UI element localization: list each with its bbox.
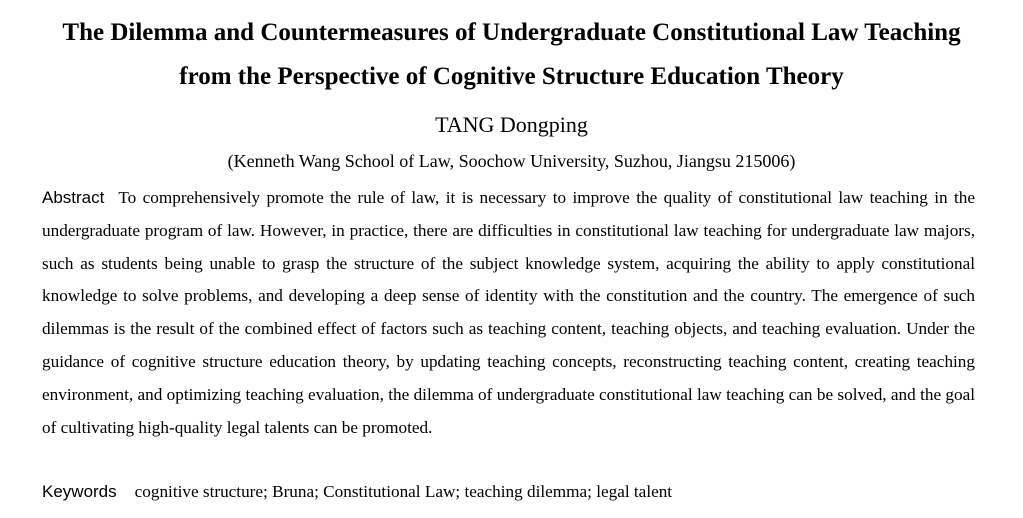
keywords-section [42, 478, 975, 506]
paper-title-line-2: from the Perspective of Cognitive Structure Education Theory [179, 63, 844, 90]
keywords-text: cognitive structure; Bruna; Constitutional Law; teaching dilemma; legal talent [134, 482, 673, 501]
author-affiliation: (Kenneth Wang School of Law, Soochow University, Suzhou, Jiangsu 215006) [227, 151, 796, 171]
abstract-text: To comprehensively promote the rule of law, it is necessary to improve the quality of constitutional law teaching in the undergraduate program of law. However, in practice, there are difficulties in constitutional law teaching for undergraduate law majors, such as students being unable to grasp the structure of the subject knowledge system, acquiring the ability to apply constitutional knowledge to solve problems, and developing a deep sense of identity with the constitution and the country. The emergence of such dilemmas is the result of the combined effect of factors such as teaching content, teaching objects, and teaching evaluation. Under the guidance of cognitive structure education theory, by updating teaching concepts, reconstructing teaching content, creating teaching environment, and optimizing teaching evaluation, the dilemma of undergraduate constitutional law teaching can be solved, and the goal of cultivating high-quality legal talents can be promoted. [42, 188, 975, 437]
paper-title-line-1: The Dilemma and Countermeasures of Undergraduate Constitutional Law Teaching [62, 19, 961, 46]
abstract-label: Abstract [42, 188, 105, 207]
author-name: TANG Dongping [435, 112, 588, 137]
keywords-label: Keywords [42, 482, 117, 501]
abstract-section [42, 182, 975, 444]
